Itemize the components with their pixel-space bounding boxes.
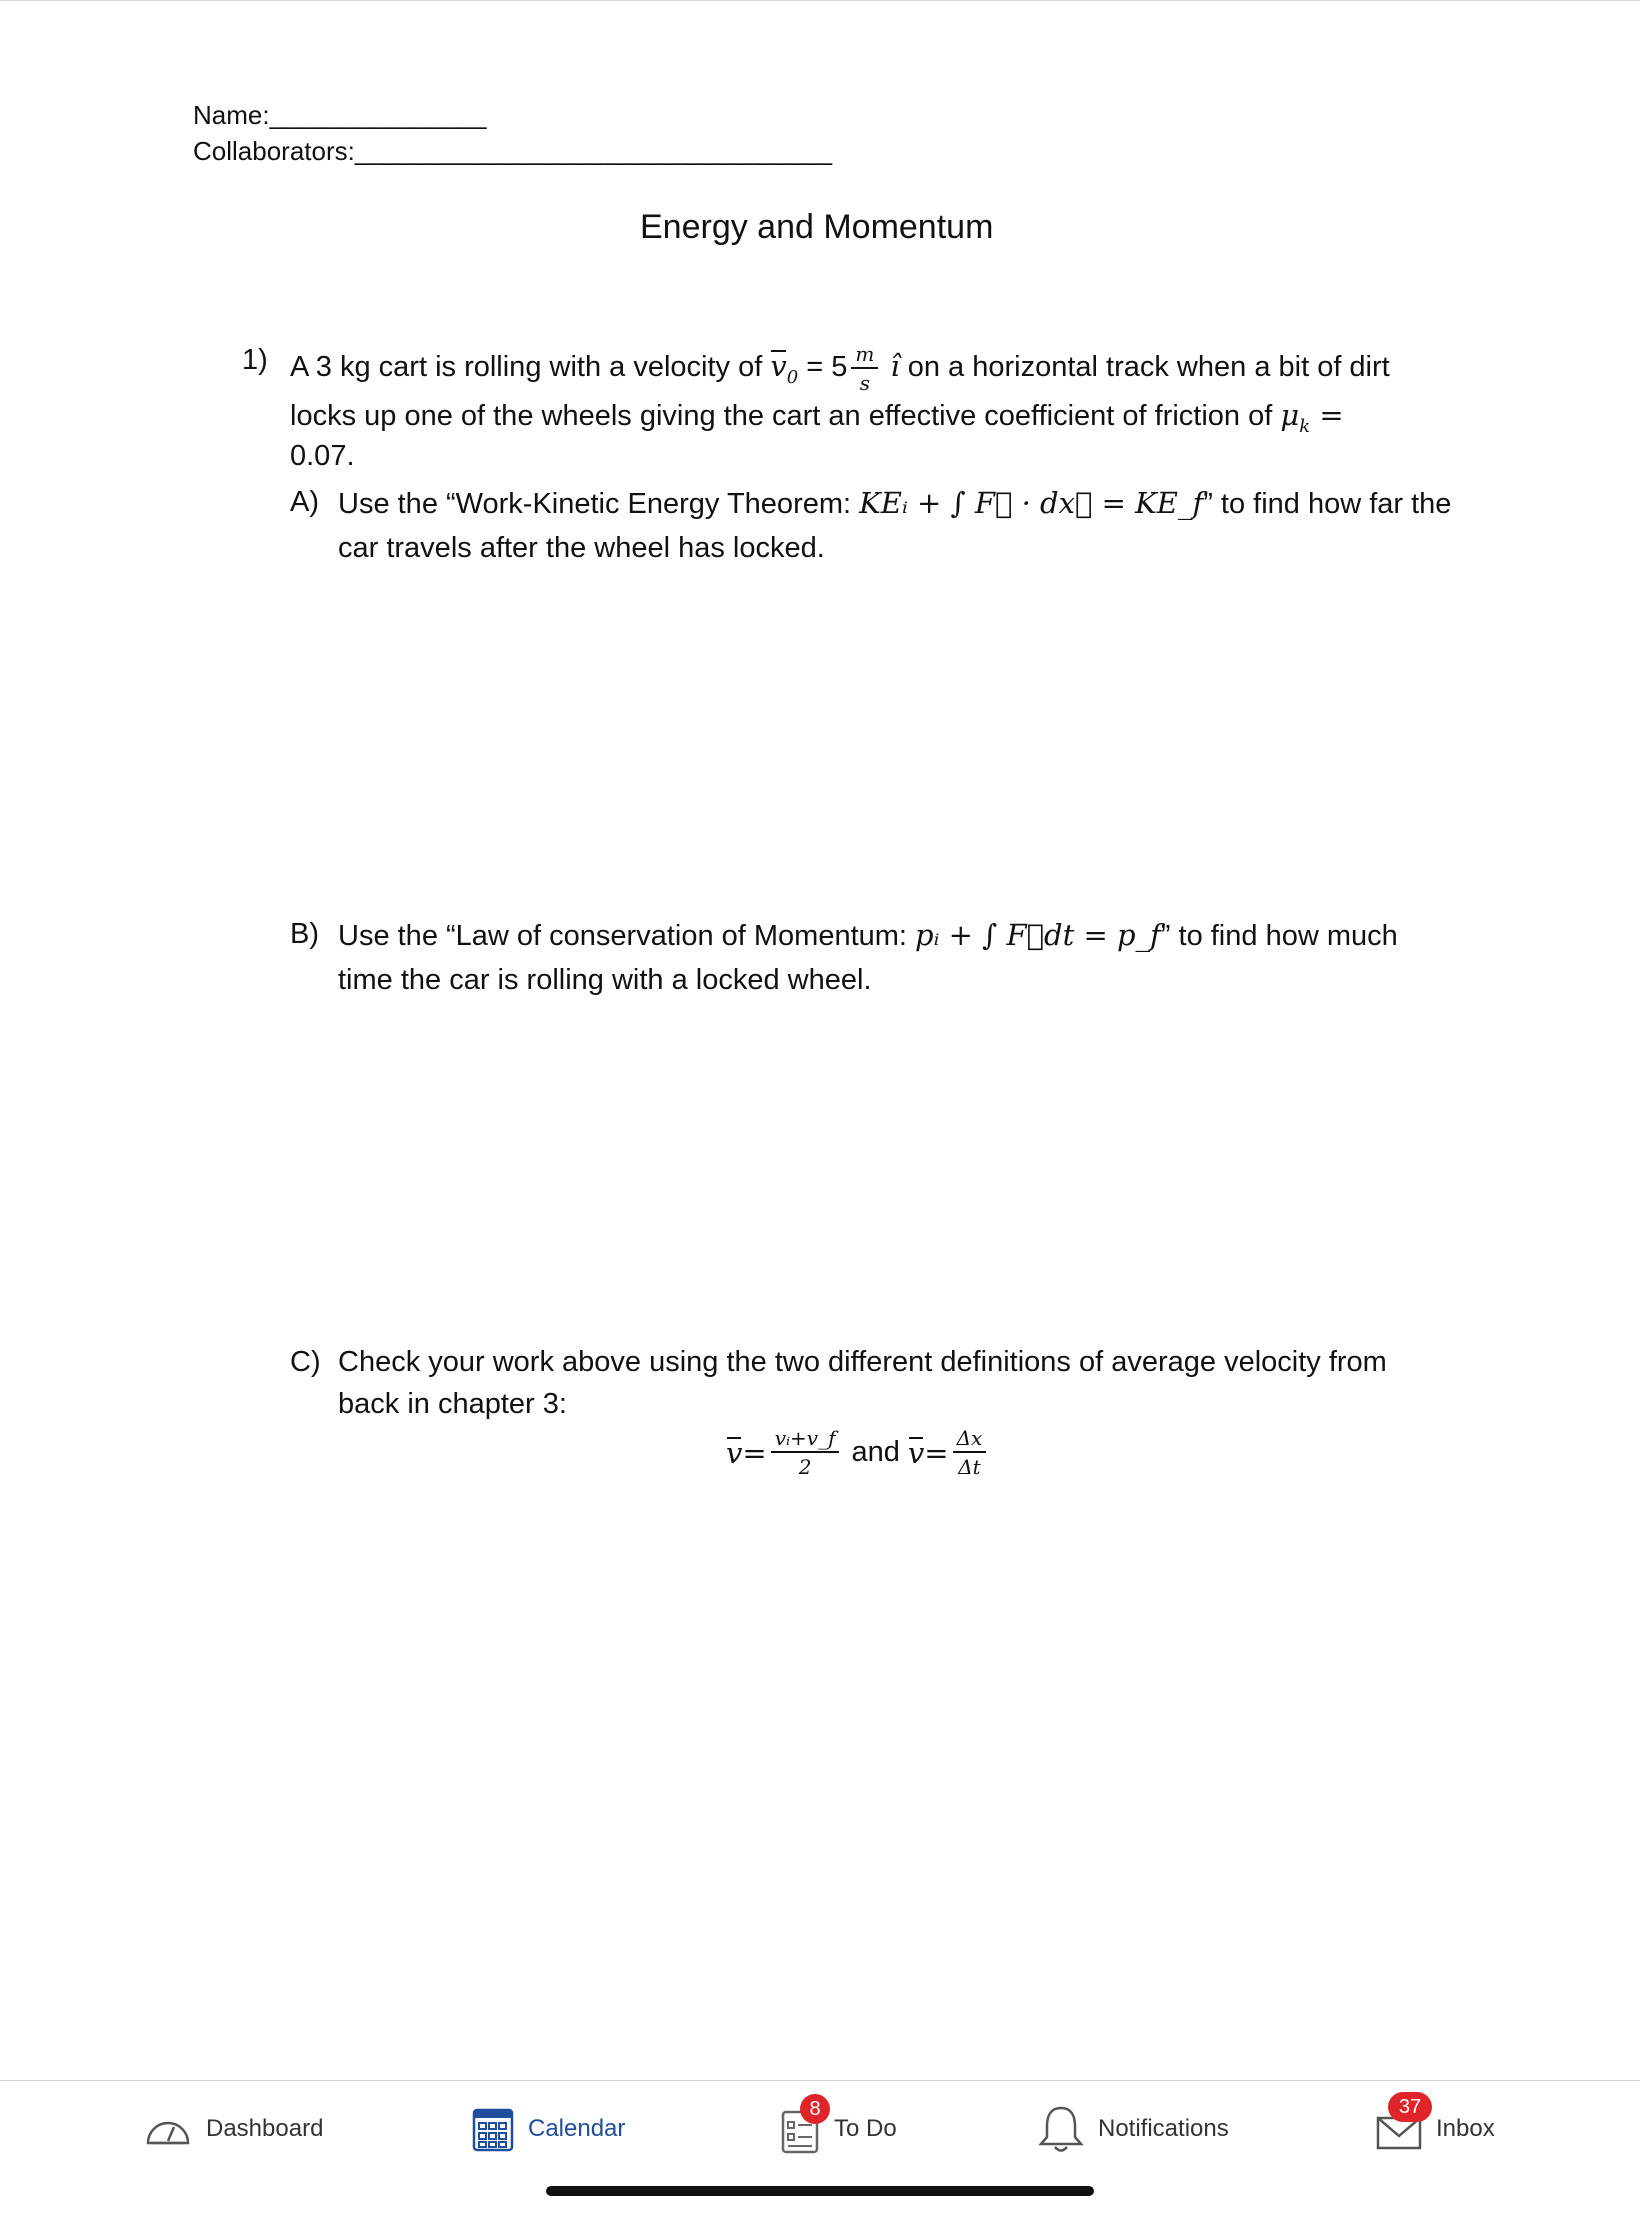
tab-inbox-label: Inbox bbox=[1436, 2115, 1495, 2142]
name-field[interactable]: Name:_______________ bbox=[193, 100, 487, 130]
calendar-icon bbox=[472, 2106, 514, 2152]
i-hat: î bbox=[890, 349, 900, 384]
partB-text-before: Use the “Law of conservation of Momentum: bbox=[338, 920, 907, 952]
fraction-denominator: s bbox=[859, 371, 870, 395]
bottom-tab-bar bbox=[0, 2080, 1640, 2213]
todo-badge: 8 bbox=[800, 2094, 830, 2124]
tab-inbox[interactable] bbox=[1376, 2096, 1495, 2157]
problem1-line2 bbox=[290, 398, 1344, 437]
v0-subscript: 0 bbox=[786, 366, 799, 388]
problem-number: 1) bbox=[242, 344, 268, 376]
fraction1-numerator: vᵢ+v_f bbox=[771, 1428, 840, 1453]
problem1-line1-text: A 3 kg cart is rolling with a velocity of bbox=[290, 351, 763, 384]
partB-text-after: ” to find how much bbox=[1160, 920, 1398, 952]
mu-k bbox=[1280, 398, 1311, 437]
collaborators-field[interactable]: Collaborators:_________________________________ bbox=[193, 136, 833, 166]
vbar-2: v bbox=[907, 1435, 925, 1470]
fraction2-denominator: Δt bbox=[958, 1455, 981, 1479]
v0-symbol: v bbox=[770, 349, 787, 384]
fraction-vi-vf bbox=[771, 1428, 840, 1477]
partA-line1 bbox=[338, 486, 1451, 521]
inbox-badge: 37 bbox=[1388, 2092, 1432, 2122]
equals-2: = bbox=[924, 1435, 949, 1470]
page-title: Energy and Momentum bbox=[640, 208, 994, 246]
tab-notifications-label: Notifications bbox=[1098, 2115, 1229, 2142]
average-velocity-equations bbox=[726, 1428, 990, 1477]
work-energy-formula: KEᵢ + ∫ F⃗ · dx⃗ = KE_f bbox=[859, 486, 1204, 520]
partB-line1 bbox=[338, 918, 1398, 953]
v0-vector bbox=[770, 349, 799, 388]
partC-line2: back in chapter 3: bbox=[338, 1388, 567, 1420]
problem1-line1 bbox=[290, 344, 1390, 393]
mu-symbol: μ bbox=[1280, 398, 1300, 432]
tab-todo-label: To Do bbox=[834, 2115, 897, 2142]
equals-five: = 5 bbox=[798, 351, 848, 384]
tab-dashboard[interactable] bbox=[144, 2101, 323, 2157]
partA-text-before: Use the “Work-Kinetic Energy Theorem: bbox=[338, 488, 852, 520]
partC-line1: Check your work above using the two different definitions of average velocity from bbox=[338, 1346, 1387, 1378]
home-indicator bbox=[546, 2186, 1094, 2196]
mu-equals: = bbox=[1310, 398, 1344, 432]
partC-label: C) bbox=[290, 1346, 321, 1378]
m-per-s-fraction bbox=[851, 344, 878, 393]
fraction1-denominator: 2 bbox=[798, 1455, 812, 1479]
inbox-icon-wrap bbox=[1376, 2096, 1422, 2152]
problem1-line1-rest: on a horizontal track when a bit of dirt bbox=[907, 351, 1390, 384]
partA-line2: car travels after the wheel has locked. bbox=[338, 532, 825, 564]
tab-calendar[interactable] bbox=[472, 2101, 625, 2157]
fraction2-numerator: Δx bbox=[953, 1428, 987, 1453]
and-word: and bbox=[851, 1436, 900, 1468]
mu-subscript: k bbox=[1299, 415, 1311, 437]
tab-notifications[interactable] bbox=[1038, 2101, 1229, 2157]
momentum-formula: pᵢ + ∫ F⃗dt = p_f bbox=[915, 918, 1161, 952]
fraction-dx-dt bbox=[953, 1428, 987, 1477]
fraction-numerator: m bbox=[851, 344, 878, 369]
tab-todo[interactable] bbox=[780, 2098, 897, 2157]
partA-text-after: ” to find how far the bbox=[1203, 488, 1452, 520]
tab-calendar-label: Calendar bbox=[528, 2115, 626, 2142]
equals-1: = bbox=[742, 1435, 767, 1470]
vbar-1: v bbox=[726, 1435, 743, 1470]
bell-icon bbox=[1038, 2104, 1084, 2154]
problem1-line2-text: locks up one of the wheels giving the cart an effective coefficient of friction of bbox=[290, 400, 1273, 432]
partA-label: A) bbox=[290, 486, 319, 518]
problem1-line3: 0.07. bbox=[290, 440, 355, 472]
dashboard-icon bbox=[144, 2111, 192, 2147]
partB-label: B) bbox=[290, 918, 319, 950]
todo-icon-wrap bbox=[780, 2098, 821, 2154]
partB-line2: time the car is rolling with a locked wheel. bbox=[338, 964, 872, 996]
tab-dashboard-label: Dashboard bbox=[206, 2115, 324, 2142]
